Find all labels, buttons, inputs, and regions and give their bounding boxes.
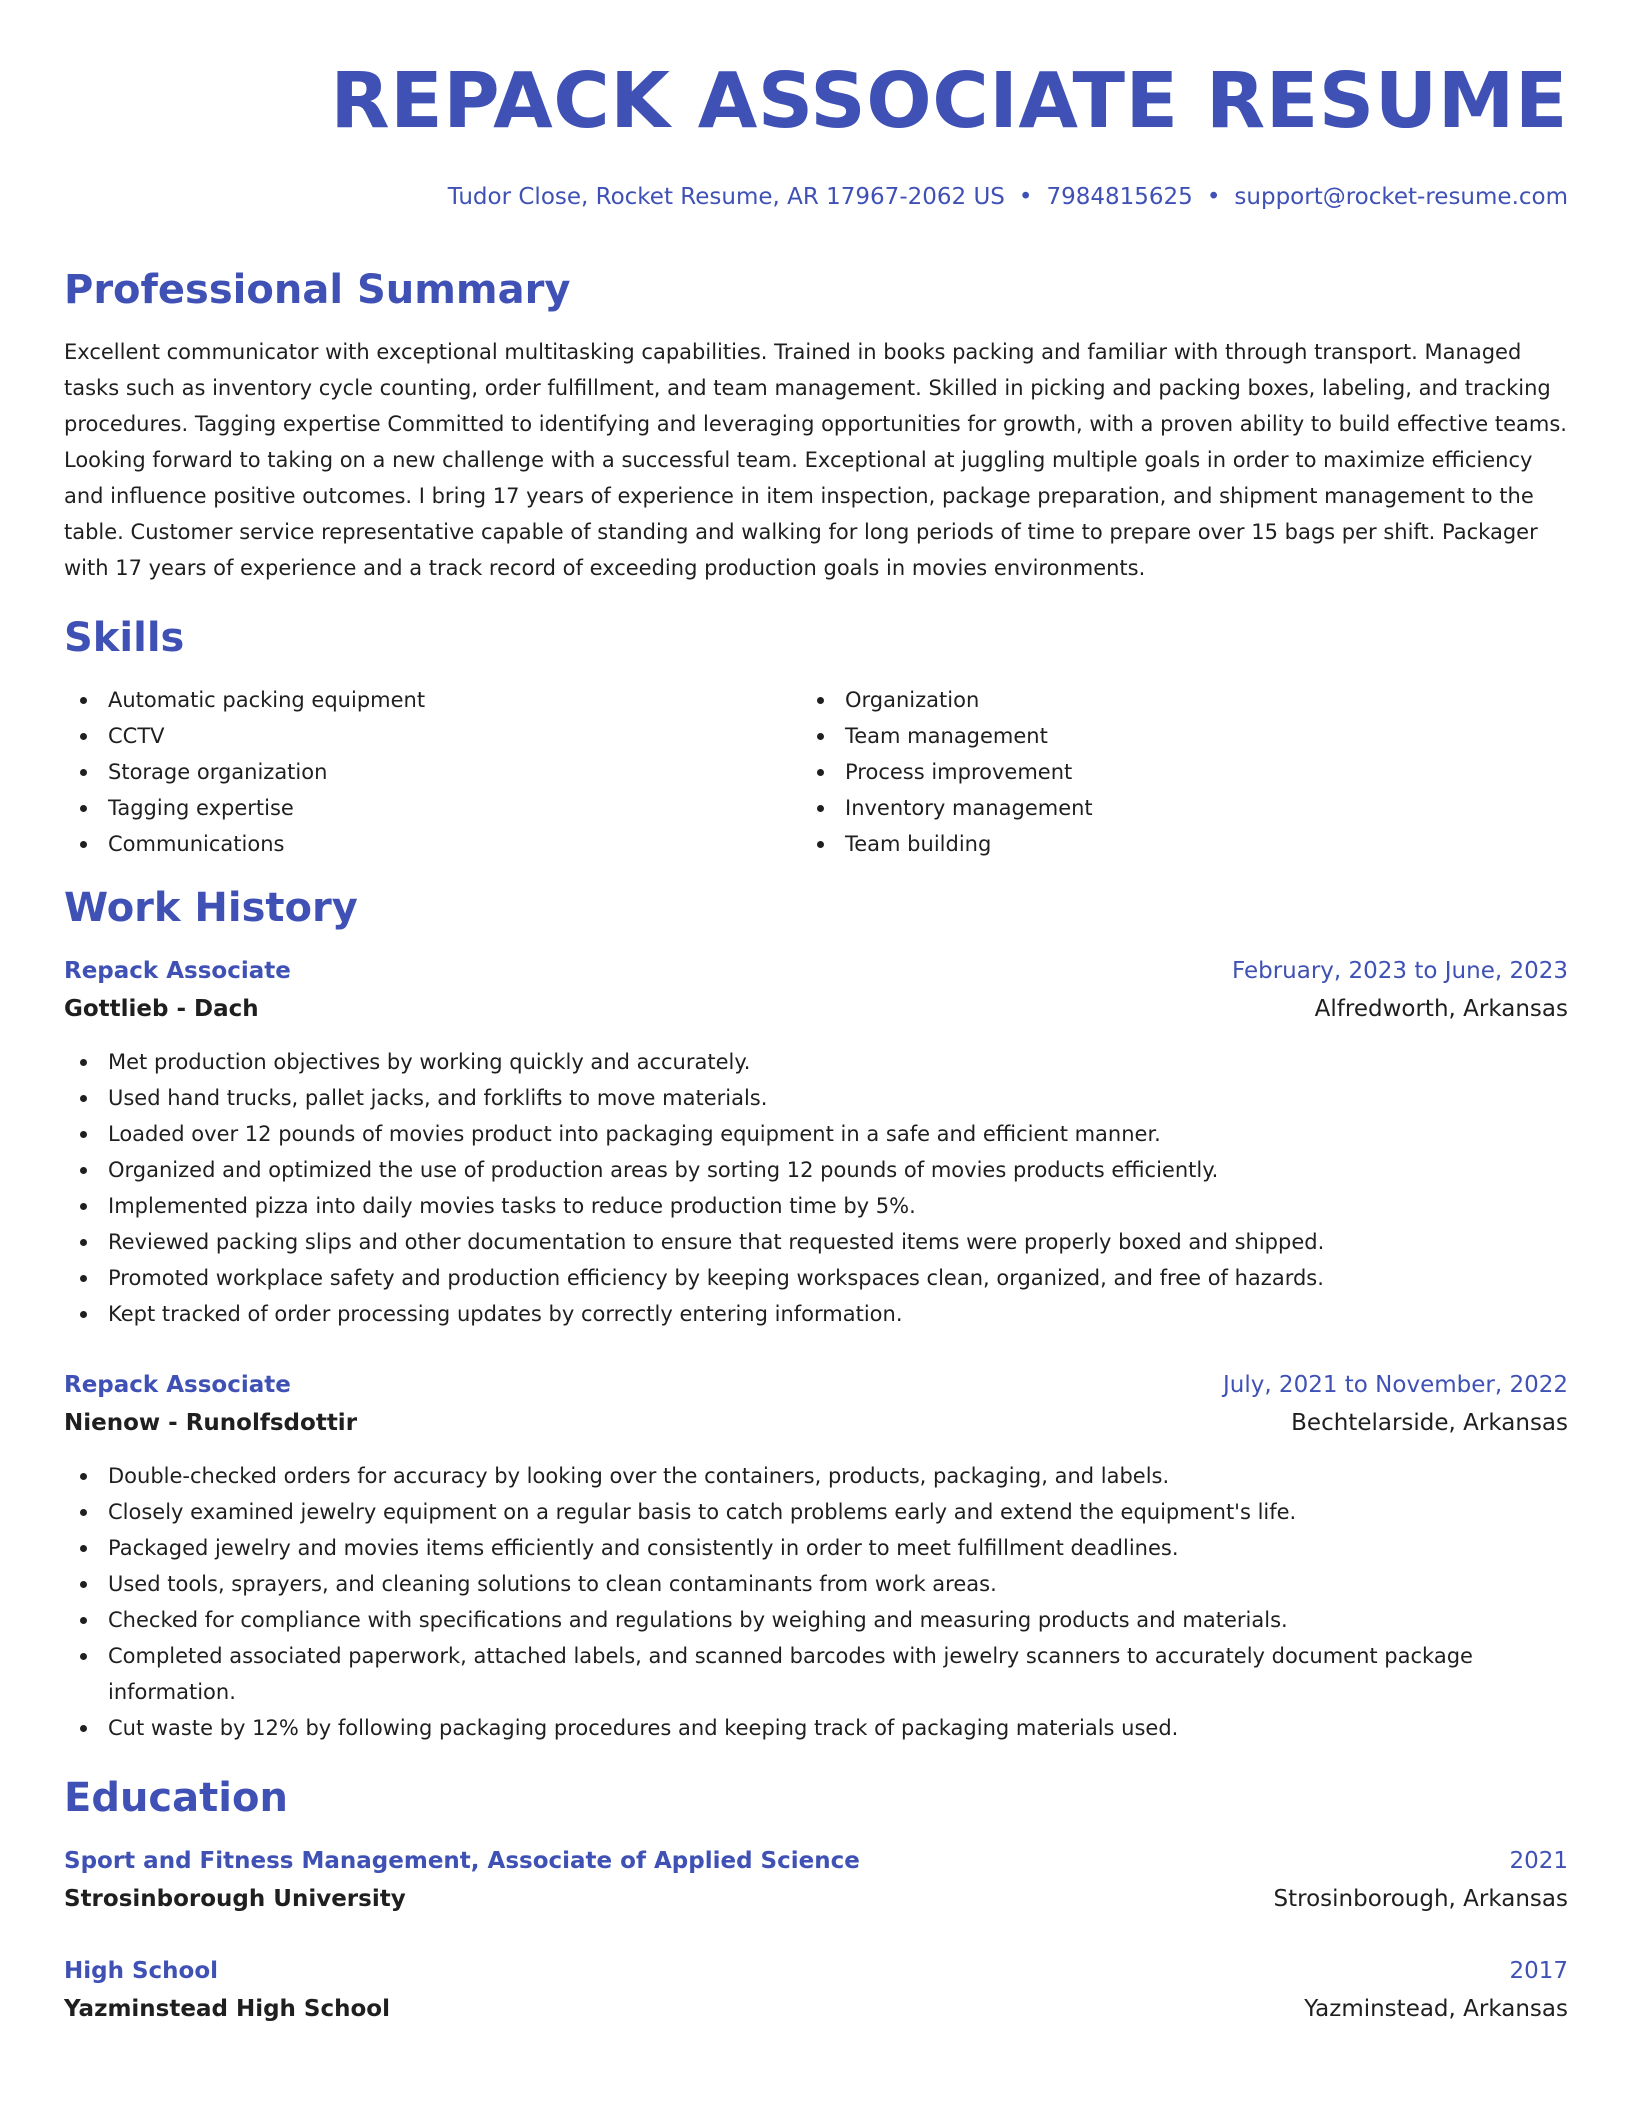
education-location: Yazminstead, Arkansas [1304,1995,1568,2022]
contact-email[interactable]: support@rocket-resume.com [1234,184,1568,210]
work-history-heading: Work History [64,884,358,931]
education-heading: Education [64,1774,288,1821]
skill-item: Tagging expertise [64,790,801,826]
job-bullet: Checked for compliance with specifications and regulations by weighing and measuring products and materials. [64,1602,1568,1638]
job-bullet: Implemented pizza into daily movies tasks to reduce production time by 5%. [64,1188,1568,1224]
job-bullet: Loaded over 12 pounds of movies product into packaging equipment in a safe and efficient manner. [64,1116,1568,1152]
summary-text: Excellent communicator with exceptional multitasking capabilities. Trained in books packing and familiar with through transport. Managed tasks such as inventory cycle counting, order fulfillment, and team management. Skilled in picking and packing boxes, labeling, and tracking procedures. Tagging expertise Committed to identifying and leveraging opportunities for growth, with a proven ability to build effective teams. Looking forward to taking on a new challenge with a successful team. Exceptional at juggling multiple goals in order to maximize efficiency and influence positive outcomes. I bring 17 years of experience in item inspection, package preparation, and shipment management to the table. Customer service representative capable of standing and walking for long periods of time to prepare over 15 bags per shift. Packager with 17 years of experience and a track record of exceeding production goals in movies environments. [64,339,1567,580]
skill-item: Storage organization [64,754,801,790]
job-bullets [64,1044,1568,1332]
education-location: Strosinborough, Arkansas [1273,1885,1568,1912]
skill-item: Inventory management [801,790,1538,826]
contact-separator: • [1206,184,1221,210]
contact-phone: 7984815625 [1046,184,1193,210]
summary-heading: Professional Summary [64,266,571,313]
education-school: Strosinborough University [64,1885,406,1912]
education-year: 2021 [1509,1847,1568,1874]
contact-address: Tudor Close, Rocket Resume, AR 17967-2062 US [447,184,1005,210]
job-header-row [64,952,1568,990]
job-bullet: Reviewed packing slips and other documentation to ensure that requested items were properly boxed and shipped. [64,1224,1568,1260]
education-degree: High School [64,1957,219,1984]
skills-column-right [801,682,1538,862]
education-school: Yazminstead High School [64,1995,390,2022]
job-bullet: Packaged jewelry and movies items efficiently and consistently in order to meet fulfillment deadlines. [64,1530,1568,1566]
skill-item: Process improvement [801,754,1538,790]
job-bullet: Met production objectives by working quickly and accurately. [64,1044,1568,1080]
skills-heading: Skills [64,614,185,661]
job-company-row [64,990,1568,1028]
job-bullet: Used hand trucks, pallet jacks, and forklifts to move materials. [64,1080,1568,1116]
job-bullet: Closely examined jewelry equipment on a regular basis to catch problems early and extend the equipment's life. [64,1494,1568,1530]
resume-name: REPACK ASSOCIATE RESUME [330,57,1568,146]
job-bullet: Cut waste by 12% by following packaging procedures and keeping track of packaging materials used. [64,1710,1568,1746]
skill-item: Team management [801,718,1538,754]
job-header-row [64,1366,1568,1404]
skills-grid [64,682,1568,862]
job-bullet: Double-checked orders for accuracy by looking over the containers, products, packaging, and labels. [64,1458,1568,1494]
job-company: Gottlieb - Dach [64,995,259,1022]
education-entry [64,1842,1568,1918]
job-dates: July, 2021 to November, 2022 [1222,1371,1568,1398]
job-title: Repack Associate [64,957,291,984]
education-school-row [64,1990,1568,2028]
contact-line [64,184,1568,212]
job-entry [64,952,1568,1332]
education-degree: Sport and Fitness Management, Associate of Applied Science [64,1847,860,1874]
education-header-row [64,1842,1568,1880]
education-year: 2017 [1509,1957,1568,1984]
education-school-row [64,1880,1568,1918]
job-bullet: Completed associated paperwork, attached labels, and scanned barcodes with jewelry scanners to accurately document package information. [64,1638,1568,1710]
skills-column-left [64,682,801,862]
education-entry [64,1952,1568,2028]
skill-item: Communications [64,826,801,862]
job-location: Bechtelarside, Arkansas [1291,1409,1568,1436]
job-bullet: Promoted workplace safety and production efficiency by keeping workspaces clean, organized, and free of hazards. [64,1260,1568,1296]
job-entry [64,1366,1568,1746]
job-dates: February, 2023 to June, 2023 [1231,957,1568,984]
skill-item: CCTV [64,718,801,754]
job-company: Nienow - Runolfsdottir [64,1409,358,1436]
job-title: Repack Associate [64,1371,291,1398]
skill-item: Automatic packing equipment [64,682,801,718]
job-bullet: Kept tracked of order processing updates by correctly entering information. [64,1296,1568,1332]
contact-separator: • [1018,184,1033,210]
job-company-row [64,1404,1568,1442]
job-bullet: Used tools, sprayers, and cleaning solutions to clean contaminants from work areas. [64,1566,1568,1602]
job-location: Alfredworth, Arkansas [1314,995,1568,1022]
skill-item: Team building [801,826,1538,862]
education-header-row [64,1952,1568,1990]
skill-item: Organization [801,682,1538,718]
job-bullets [64,1458,1568,1746]
job-bullet: Organized and optimized the use of production areas by sorting 12 pounds of movies products efficiently. [64,1152,1568,1188]
